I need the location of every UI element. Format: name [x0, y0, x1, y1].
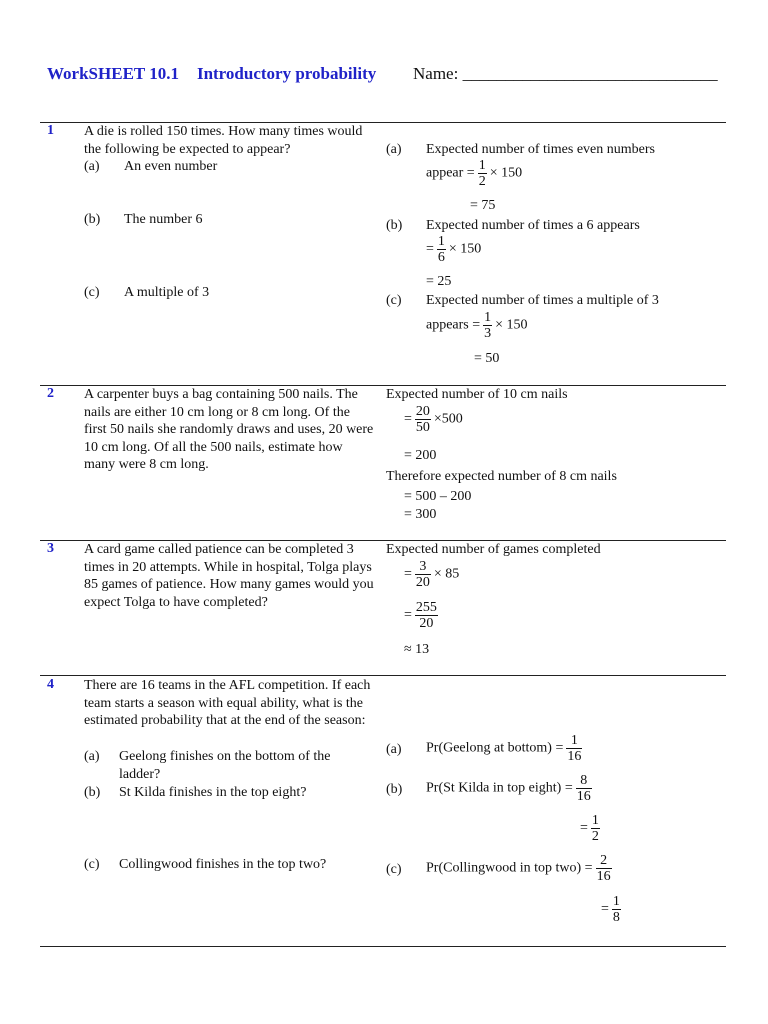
- q1-part-a-label: (a): [84, 159, 100, 174]
- numerator: 1: [612, 894, 620, 909]
- denominator: 3: [484, 326, 492, 341]
- q1-sc-prefix: appears =: [426, 317, 481, 333]
- worksheet-number: WorkSHEET 10.1: [47, 64, 179, 83]
- q1-sb-prefix: =: [426, 241, 434, 257]
- denominator: 8: [612, 910, 620, 925]
- q4-sb-text: Pr(St Kilda in top eight) =: [426, 780, 573, 796]
- denominator: 16: [596, 869, 611, 884]
- q3-s-fraction-1: [415, 559, 431, 590]
- q1-sb-suffix: × 150: [448, 241, 482, 257]
- q1-part-b-text: The number 6: [124, 212, 203, 227]
- q3-s-prefix-1: =: [404, 566, 412, 582]
- q4-sc-fraction: [596, 853, 612, 884]
- denominator: 20: [415, 575, 430, 590]
- q1-solution-c-label: (c): [386, 293, 402, 308]
- question-number-4: 4: [47, 677, 54, 692]
- numerator: 255: [415, 600, 437, 615]
- numerator: 1: [591, 813, 599, 828]
- q4-part-a-label: (a): [84, 749, 100, 764]
- question-4-text: There are 16 teams in the AFL competition. If each team starts a season with equal ability, what is the estimated probability that at the end of the season:: [84, 678, 371, 729]
- q1-part-b-label: (b): [84, 212, 101, 227]
- q3-solution-line-1: Expected number of games completed: [386, 542, 601, 557]
- q1-sa-suffix: × 150: [489, 165, 523, 181]
- q1-solution-b-result: = 25: [426, 274, 452, 289]
- q1-part-a-text: An even number: [124, 159, 218, 174]
- question-number-1: 1: [47, 123, 54, 138]
- q4-solution-c-simplified: [601, 894, 624, 925]
- q3-s-fraction-2: [415, 600, 438, 631]
- q1-solution-c-result: = 50: [474, 351, 500, 366]
- denominator: 16: [576, 789, 591, 804]
- q3-s-prefix-2: =: [404, 607, 412, 623]
- q2-s-prefix: =: [404, 411, 412, 427]
- q4-part-b-label: (b): [84, 785, 101, 800]
- question-1-text: A die is rolled 150 times. How many times would the following be expected to appear?: [84, 124, 363, 157]
- q4-part-c-text: Collingwood finishes in the top two?: [119, 857, 327, 872]
- q4-sb-fraction: [576, 773, 592, 804]
- numerator: 1: [478, 158, 486, 173]
- divider-bottom: [40, 946, 726, 947]
- q1-solution-c-expression: [426, 310, 528, 341]
- numerator: 1: [484, 310, 492, 325]
- q1-part-c-text: A multiple of 3: [124, 285, 210, 300]
- question-2-text: A carpenter buys a bag containing 500 nails. The nails are either 10 cm long or 8 cm long. Of the first 50 nails she randomly draws and uses, 20 were 10 cm long. Of all the 500 nails, estimate how many were 8 cm long.: [84, 387, 374, 473]
- q4-solution-b-simplified: [580, 813, 603, 844]
- q4-part-a-text: Geelong finishes on the bottom of the ladder?: [119, 749, 331, 782]
- q1-solution-b-text: Expected number of times a 6 appears: [426, 218, 640, 233]
- denominator: 16: [567, 749, 582, 764]
- q2-solution-line-1: Expected number of 10 cm nails: [386, 387, 568, 402]
- q4-part-b-text: St Kilda finishes in the top eight?: [119, 785, 307, 800]
- worksheet-title: Introductory probability: [196, 64, 377, 83]
- q4-solution-c-expression: [426, 853, 615, 884]
- q4-solution-a-label: (a): [386, 742, 402, 757]
- q4-solution-a-expression: [426, 733, 585, 764]
- q1-solution-a-result: = 75: [470, 198, 496, 213]
- numerator: 3: [419, 559, 427, 574]
- q4-sa-fraction: [566, 733, 582, 764]
- divider-q3-q4: [40, 675, 726, 676]
- q2-solution-line-5: = 500 – 200: [404, 489, 472, 504]
- q2-s-suffix: ×500: [433, 411, 463, 427]
- question-number-3: 3: [47, 541, 54, 556]
- denominator: 6: [437, 250, 445, 265]
- q1-solution-c-text: Expected number of times a multiple of 3: [426, 293, 659, 308]
- q1-solution-b-expression: [426, 234, 481, 265]
- q1-solution-a-text: Expected number of times even numbers: [426, 142, 655, 157]
- q1-sb-fraction: [437, 234, 446, 265]
- q2-solution-line-3: = 200: [404, 448, 437, 463]
- q1-solution-b-label: (b): [386, 218, 403, 233]
- q2-solution-line-6: = 300: [404, 507, 437, 522]
- q4-solution-b-expression: [426, 773, 595, 804]
- q4-sa-text: Pr(Geelong at bottom) =: [426, 740, 564, 756]
- q1-sc-fraction: [483, 310, 492, 341]
- numerator: 8: [580, 773, 588, 788]
- question-3-text: A card game called patience can be completed 3 times in 20 attempts. While in hospital, Tolga plays 85 games of patience. How many games would you expect Tolga to have completed?: [84, 542, 374, 610]
- numerator: 1: [437, 234, 445, 249]
- denominator: 2: [478, 174, 486, 189]
- q1-sc-suffix: × 150: [495, 317, 528, 333]
- q2-s-fraction: [415, 404, 431, 435]
- denominator: 50: [415, 420, 430, 435]
- q4-solution-b-label: (b): [386, 782, 403, 797]
- q4-solution-c-label: (c): [386, 862, 402, 877]
- numerator: 2: [600, 853, 608, 868]
- q2-solution-expression: [404, 404, 463, 435]
- denominator: 20: [415, 615, 438, 631]
- name-field-label: Name: ______________________________: [413, 64, 718, 83]
- q4-sb2-fraction: [591, 813, 600, 844]
- numerator: 1: [570, 733, 578, 748]
- q4-sc2-prefix: =: [601, 901, 609, 917]
- q1-part-c-label: (c): [84, 285, 100, 300]
- q1-sa-fraction: [478, 158, 487, 189]
- q4-sc2-fraction: [612, 894, 621, 925]
- q3-s-suffix-1: × 85: [433, 566, 460, 582]
- q3-solution-expression-2: [404, 600, 441, 631]
- denominator: 2: [591, 829, 599, 844]
- question-number-2: 2: [47, 386, 54, 401]
- q4-sc-text: Pr(Collingwood in top two) =: [426, 860, 593, 876]
- q3-solution-expression-1: [404, 559, 459, 590]
- q4-sb2-prefix: =: [580, 820, 588, 836]
- q1-sa-prefix: appear =: [426, 165, 475, 181]
- numerator: 20: [415, 404, 430, 419]
- q1-solution-a-expression: [426, 158, 522, 189]
- q4-part-c-label: (c): [84, 857, 100, 872]
- q3-solution-result: ≈ 13: [404, 642, 430, 657]
- worksheet-heading: [47, 64, 376, 84]
- q2-solution-line-4: Therefore expected number of 8 cm nails: [386, 469, 617, 484]
- q1-solution-a-label: (a): [386, 142, 402, 157]
